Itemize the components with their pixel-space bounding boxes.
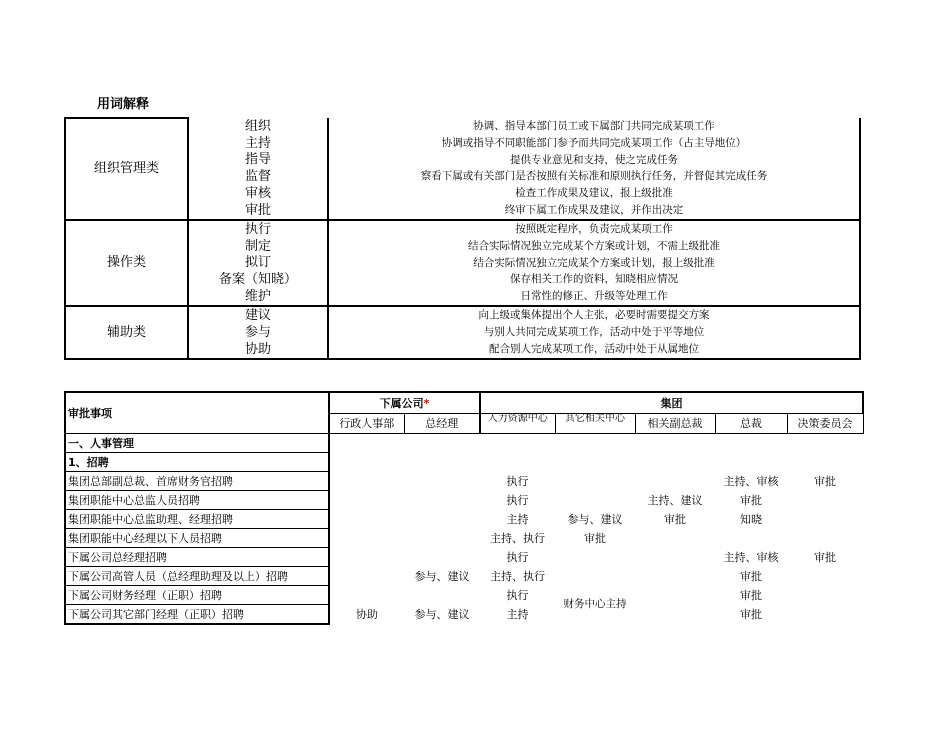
approval-cell: [329, 548, 404, 567]
approval-cell: [329, 567, 404, 586]
approval-cell: [635, 529, 715, 548]
column-header: 决策委员会: [787, 414, 863, 434]
section-heading: 一、人事管理: [65, 434, 329, 453]
approval-cell: [329, 491, 404, 510]
approval-cell: 执行: [506, 474, 529, 488]
approval-item: 下属公司总经理招聘: [65, 548, 329, 567]
glossary-table: [64, 117, 861, 360]
required-star: *: [423, 396, 430, 410]
approval-item-header: 审批事项: [65, 392, 329, 434]
approval-item: 集团职能中心总监助理、经理招聘: [65, 510, 329, 529]
approval-cell: [787, 586, 863, 605]
approval-item: 集团总部副总裁、首席财务官招聘: [65, 472, 329, 491]
column-header: 其它相关中心: [555, 414, 635, 434]
column-header: 人力资源中心: [480, 414, 555, 434]
glossary-category: 辅助类: [65, 306, 188, 359]
approval-cell: [555, 491, 635, 510]
glossary-definition: 协调、指导本部门员工或下属部门共同完成某项工作: [328, 118, 860, 135]
empty-cell: [329, 453, 863, 472]
approval-cell: [787, 567, 863, 586]
glossary-definition: 配合别人完成某项工作，活动中处于从属地位: [328, 341, 860, 359]
approval-cell: 知晓: [740, 512, 763, 526]
approval-cell: 审批: [664, 512, 687, 526]
approval-cell: 审批: [814, 474, 837, 488]
approval-cell: 审批: [740, 569, 763, 583]
glossary-term: 拟订: [188, 255, 328, 272]
column-header: 总裁: [715, 414, 787, 434]
glossary-definition: 结合实际情况独立完成某个方案或计划，报上级批准: [328, 255, 860, 272]
glossary-definition: 与别人共同完成某项工作，活动中处于平等地位: [328, 324, 860, 341]
approval-cell: [555, 472, 635, 491]
approval-cell: [404, 548, 480, 567]
glossary-definition: 按照既定程序，负责完成某项工作: [328, 220, 860, 238]
section-heading: 1、招聘: [65, 453, 329, 472]
approval-cell: [404, 510, 480, 529]
glossary-term: 备案（知晓）: [188, 271, 328, 288]
approval-cell: 主持、建议: [647, 493, 703, 507]
empty-cell: [329, 434, 863, 453]
approval-cell: 审批: [740, 588, 763, 602]
glossary-term: 建议: [188, 306, 328, 324]
glossary-definition: 终审下属工作成果及建议，并作出决定: [328, 202, 860, 220]
approval-cell: 主持: [506, 512, 529, 526]
glossary-definition: 日常性的修正、升级等处理工作: [328, 288, 860, 306]
approval-cell: 主持、执行: [490, 531, 546, 545]
approval-cell: [329, 529, 404, 548]
approval-cell: 执行: [506, 493, 529, 507]
approval-cell: 协助: [356, 607, 378, 621]
glossary-term: 审核: [188, 185, 328, 202]
subsidiary-header-label: 下属公司: [379, 396, 424, 410]
glossary-term: 主持: [188, 135, 328, 152]
glossary-term: 监督: [188, 168, 328, 185]
glossary-term: 参与: [188, 324, 328, 341]
approval-cell: 主持: [506, 607, 529, 621]
approval-cell: [715, 529, 787, 548]
approval-cell: [787, 529, 863, 548]
glossary-definition: 检查工作成果及建议，报上级批准: [328, 185, 860, 202]
glossary-term: 维护: [188, 288, 328, 306]
glossary-category: 组织管理类: [65, 118, 188, 220]
glossary-term: 协助: [188, 341, 328, 359]
approval-cell: [787, 605, 863, 625]
approval-cell: [404, 586, 480, 605]
approval-cell: 参与、建议: [414, 569, 470, 583]
group-header: 集团: [480, 392, 863, 414]
approval-cell: 主持、执行: [490, 569, 546, 583]
approval-cell: [635, 472, 715, 491]
glossary-definition: 察看下属或有关部门是否按照有关标准和原则执行任务，并督促其完成任务: [328, 168, 860, 185]
section-title: 用词解释: [97, 97, 150, 112]
glossary-term: 执行: [188, 220, 328, 238]
approval-cell: [404, 472, 480, 491]
approval-cell: [635, 548, 715, 567]
approval-cell: [635, 567, 715, 586]
approval-cell: 审批: [814, 550, 837, 564]
approval-cell: 审批: [740, 493, 763, 507]
glossary-term: 审批: [188, 202, 328, 220]
glossary-definition: 向上级或集体提出个人主张，必要时需要提交方案: [328, 306, 860, 324]
approval-cell: [635, 586, 715, 605]
approval-item: 下属公司高管人员（总经理助理及以上）招聘: [65, 567, 329, 586]
approval-item: 下属公司其它部门经理（正职）招聘: [65, 605, 329, 625]
approval-cell: 主持、审核: [723, 474, 779, 488]
approval-cell: 参与、建议: [414, 607, 470, 621]
approval-cell: 主持、审核: [723, 550, 779, 564]
approval-item: 集团职能中心总监人员招聘: [65, 491, 329, 510]
approval-cell: 审批: [584, 531, 607, 545]
glossary-term: 组织: [188, 118, 328, 135]
glossary-definition: 保存相关工作的资料，知晓相应情况: [328, 271, 860, 288]
approval-cell: [787, 510, 863, 529]
column-header: 总经理: [404, 414, 480, 434]
approval-cell: 执行: [506, 550, 529, 564]
merged-note-cell: 财务中心主持: [563, 598, 627, 611]
approval-cell: [404, 529, 480, 548]
approval-cell: [329, 586, 404, 605]
column-header: 行政人事部: [329, 414, 404, 434]
approval-cell: 参与、建议: [567, 512, 623, 526]
approval-table: [64, 391, 864, 625]
glossary-definition: 协调或指导不同职能部门参予而共同完成某项工作（占主导地位）: [328, 135, 860, 152]
approval-cell: [555, 567, 635, 586]
subsidiary-header: [329, 392, 480, 414]
glossary-term: 指导: [188, 152, 328, 169]
approval-item: 集团职能中心经理以下人员招聘: [65, 529, 329, 548]
approval-cell: [329, 510, 404, 529]
approval-cell: [404, 491, 480, 510]
approval-cell: 执行: [506, 588, 529, 602]
approval-cell: 审批: [740, 607, 763, 621]
glossary-category: 操作类: [65, 220, 188, 306]
column-header: 相关副总裁: [635, 414, 715, 434]
approval-cell: [555, 548, 635, 567]
glossary-definition: 结合实际情况独立完成某个方案或计划，不需上级批准: [328, 238, 860, 255]
approval-cell: [787, 491, 863, 510]
glossary-term: 制定: [188, 238, 328, 255]
approval-cell: [635, 605, 715, 625]
glossary-definition: 提供专业意见和支持，使之完成任务: [328, 152, 860, 169]
approval-cell: [329, 472, 404, 491]
approval-item: 下属公司财务经理（正职）招聘: [65, 586, 329, 605]
